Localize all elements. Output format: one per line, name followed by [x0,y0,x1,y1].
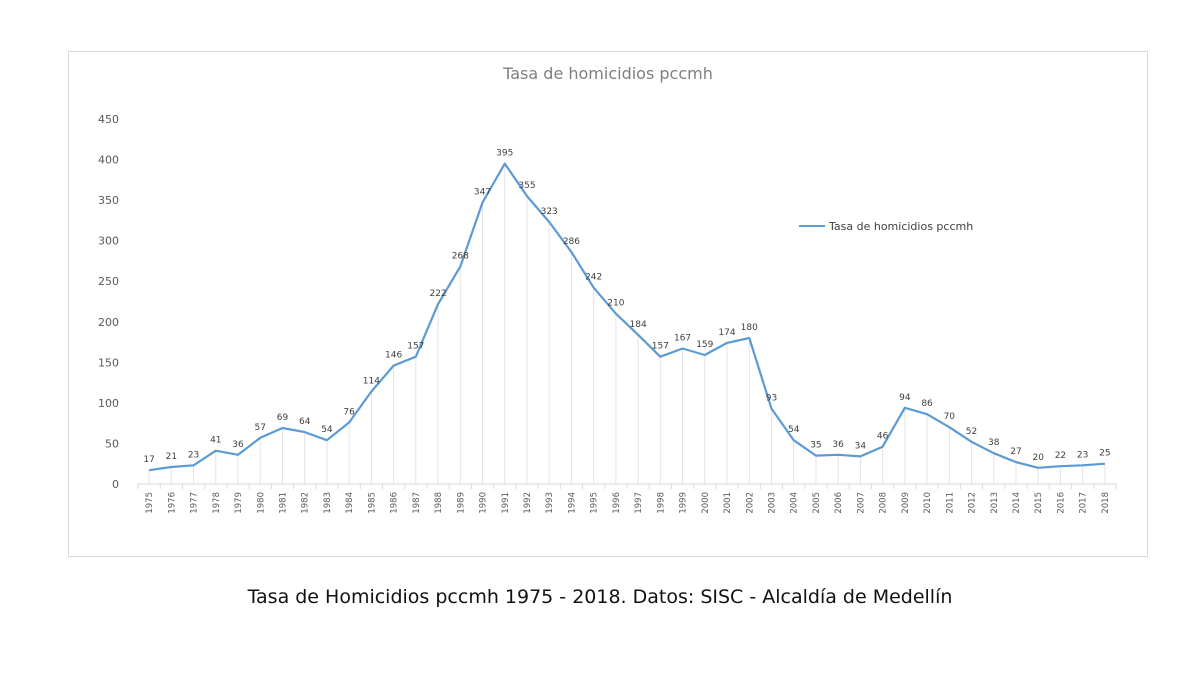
data-point [215,450,217,452]
x-tick-label: 2016 [1056,492,1067,514]
data-label: 242 [585,272,603,283]
data-label: 70 [943,412,956,423]
y-tick-label: 450 [98,113,119,126]
data-point [815,455,817,457]
data-point [882,446,884,448]
data-label: 93 [765,393,778,404]
x-tick-label: 1984 [345,492,356,514]
data-label: 347 [473,187,492,198]
axes [138,484,1116,489]
data-point [859,455,861,457]
data-point [1037,467,1039,469]
x-tick-label: 2002 [745,492,756,514]
data-label: 86 [921,399,933,410]
x-axis-ticks [145,492,1111,514]
data-point [237,454,239,456]
data-point [793,439,795,441]
data-label: 34 [854,441,867,452]
y-tick-label: 200 [98,315,119,329]
data-point [615,313,617,315]
x-tick-label: 1995 [589,492,600,514]
x-tick-label: 1989 [456,492,467,514]
data-label: 23 [187,450,200,461]
data-label: 146 [385,350,403,361]
data-label: 184 [629,319,647,330]
legend-label: Tasa de homicidios pccmh [829,220,974,233]
data-label: 174 [718,327,736,338]
data-label: 286 [562,237,581,248]
data-point [1015,461,1017,463]
data-label: 52 [965,426,978,437]
data-point [348,421,350,423]
data-point [904,407,906,409]
data-point [504,163,506,165]
data-point [326,439,328,441]
data-label: 54 [321,425,333,436]
x-tick-label: 2003 [767,492,778,514]
data-label: 17 [143,455,155,466]
data-point [971,441,973,443]
data-point [459,266,461,268]
data-label: 20 [1032,452,1044,463]
data-point [570,251,572,253]
data-label: 41 [210,435,222,446]
legend [799,220,973,233]
data-point [170,466,172,468]
x-tick-label: 1991 [500,492,511,514]
x-tick-label: 1985 [367,492,378,514]
x-tick-label: 1987 [411,492,422,514]
data-label: 27 [1010,447,1022,458]
data-point [148,469,150,471]
data-point [1059,465,1061,467]
y-tick-label: 250 [98,275,119,289]
x-tick-label: 1986 [389,492,400,514]
data-point [704,354,706,356]
x-tick-label: 1975 [145,492,156,514]
data-label: 268 [451,251,469,262]
data-label: 159 [696,340,714,351]
chart-container [68,51,1148,557]
data-label: 57 [254,422,266,433]
x-tick-label: 1982 [300,492,311,514]
data-label: 21 [165,451,178,462]
data-label: 36 [832,439,844,450]
data-point [393,365,395,367]
data-label: 167 [673,333,692,344]
data-label: 64 [298,417,311,428]
x-tick-label: 2000 [700,492,711,514]
y-axis-ticks [98,113,119,491]
data-label: 94 [899,392,911,403]
data-point [526,195,528,197]
data-point [926,413,928,415]
y-tick-label: 350 [98,194,119,208]
x-tick-label: 2010 [923,492,934,514]
data-point [726,342,728,344]
x-tick-label: 1996 [611,492,622,514]
data-label: 323 [540,207,558,218]
data-label: 395 [496,148,514,159]
x-tick-label: 2008 [878,492,889,514]
x-tick-label: 2006 [834,492,845,514]
x-tick-label: 1988 [434,492,445,514]
data-point [948,426,950,428]
data-label: 23 [1076,450,1089,461]
data-label: 38 [988,438,1000,449]
x-tick-label: 1993 [545,492,556,514]
x-tick-label: 1979 [234,492,245,514]
y-tick-label: 50 [105,437,119,451]
data-label: 36 [232,439,244,450]
x-tick-label: 2018 [1100,492,1111,514]
data-point [304,431,306,433]
x-tick-label: 2017 [1078,492,1089,514]
data-point [637,334,639,336]
data-label: 157 [407,341,425,352]
data-labels [143,149,1110,466]
data-label: 114 [362,376,380,387]
series-layer [148,163,1106,472]
x-tick-label: 2011 [945,492,956,514]
x-tick-label: 2012 [967,492,978,514]
data-point [682,348,684,350]
data-point [482,202,484,204]
x-tick-label: 2004 [789,492,800,514]
y-tick-label: 400 [98,153,119,167]
data-point [593,287,595,289]
data-point [1082,464,1084,466]
data-point [548,221,550,223]
x-tick-label: 1998 [656,492,667,514]
data-point [259,437,261,439]
data-label: 180 [740,323,758,333]
x-tick-label: 1990 [478,492,489,514]
x-tick-label: 1992 [522,492,533,514]
data-point [193,464,195,466]
series-line [149,164,1105,471]
data-point [748,337,750,339]
x-tick-label: 2005 [811,492,822,514]
data-label: 25 [1099,448,1111,459]
line-chart [69,52,1149,558]
chart-title: Tasa de homicidios pccmh [503,64,713,83]
data-point [437,303,439,305]
x-tick-label: 1983 [322,492,333,514]
data-point [659,356,661,358]
x-tick-label: 1997 [634,492,645,514]
x-tick-label: 2001 [723,492,734,514]
data-point [1104,463,1106,465]
y-tick-label: 0 [112,478,119,491]
y-tick-label: 300 [98,234,119,248]
data-label: 210 [607,298,625,309]
data-point [415,356,417,358]
x-tick-label: 2015 [1034,492,1045,514]
data-point [770,408,772,410]
data-label: 76 [343,407,355,418]
data-point [281,427,283,429]
x-tick-label: 2014 [1011,492,1022,514]
data-label: 46 [876,431,889,442]
x-tick-label: 1999 [678,492,689,514]
data-point [370,391,372,393]
x-tick-label: 1976 [167,492,178,514]
y-tick-label: 100 [98,396,119,410]
x-tick-label: 1981 [278,492,289,514]
y-tick-label: 150 [98,356,119,370]
data-label: 69 [276,413,289,424]
data-label: 22 [1054,451,1067,462]
data-label: 35 [810,440,822,451]
data-label: 157 [651,341,669,352]
x-tick-label: 1980 [256,492,267,514]
x-tick-label: 2009 [900,492,911,514]
data-point [993,452,995,454]
x-tick-label: 1994 [567,492,578,514]
data-point [837,454,839,456]
data-label: 355 [518,181,536,192]
data-label: 222 [429,288,447,299]
data-label: 54 [787,425,800,436]
x-tick-label: 1978 [211,492,222,514]
figure-caption: Tasa de Homicidios pccmh 1975 - 2018. Datos: SISC - Alcaldía de Medellín [247,586,953,608]
x-tick-label: 2013 [989,492,1000,514]
x-tick-label: 2007 [856,492,867,514]
x-tick-label: 1977 [189,492,200,514]
